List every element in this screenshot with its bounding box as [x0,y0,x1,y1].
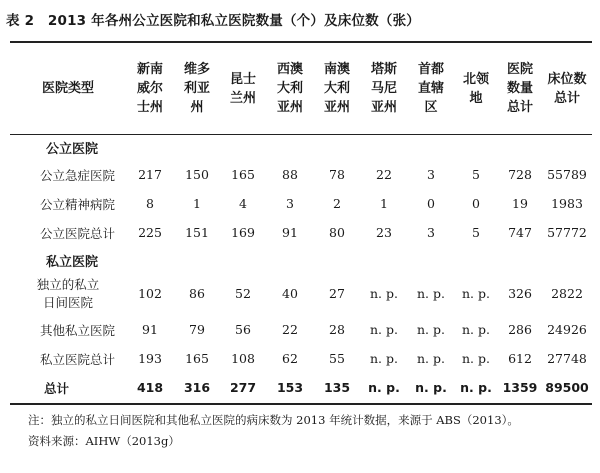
cell: 165 [231,167,255,182]
header-bed-total: 床位数 总计 [547,71,587,106]
cell: 3 [427,225,435,240]
cell: n. p. [462,286,490,301]
cell: 78 [329,167,345,182]
cell: 612 [508,351,532,366]
cell: 5 [472,225,480,240]
cell: n. p. [417,322,445,337]
cell: 3 [286,196,294,211]
cell: n. p. [415,380,447,395]
cell: n. p. [370,286,398,301]
cell: 24926 [547,322,587,337]
cell: 326 [508,286,532,301]
cell: 286 [508,322,532,337]
header-sa: 南澳 大利 亚州 [323,62,350,115]
data-source: 资料来源：AIHW（2013g） [28,434,180,448]
table-row [10,189,592,218]
header-wa: 西澳 大利 亚州 [276,62,303,115]
section-public [10,134,592,160]
cell: 28 [329,322,345,337]
cell: 27748 [547,351,587,366]
cell: 57772 [547,225,587,240]
cell: 79 [189,322,205,337]
cell: n. p. [368,380,400,395]
table-row [10,273,592,315]
grand-total-row [10,373,592,402]
cell: 728 [508,167,532,182]
cell: 1359 [502,380,538,395]
cell: 418 [136,380,164,395]
cell: n. p. [462,322,490,337]
cell: 151 [185,225,209,240]
cell: 55789 [547,167,587,182]
cell: 52 [235,286,251,301]
hospital-table [10,43,592,402]
cell: 80 [329,225,345,240]
cell: n. p. [370,351,398,366]
cell: 165 [185,351,209,366]
section-label: 公立医院 [46,141,99,157]
row-label: 总计 [44,380,70,396]
cell: 217 [138,167,162,182]
header-hospital-type: 医院类型 [41,81,94,96]
cell: 91 [142,322,158,337]
cell: 193 [138,351,162,366]
cell: 169 [231,225,255,240]
header-nsw: 新南 威尔 士州 [136,62,163,115]
row-label: 公立精神病院 [40,196,116,212]
row-label: 公立急症医院 [40,167,116,183]
cell: 150 [185,167,209,182]
cell: 62 [282,351,298,366]
cell: 88 [282,167,298,182]
section-label: 私立医院 [46,254,99,270]
cell: 0 [472,196,480,211]
cell: 22 [282,322,298,337]
cell: 27 [329,286,345,301]
section-private [10,247,592,273]
header-nt: 北领 地 [462,71,489,106]
cell: 225 [138,225,162,240]
cell: 0 [427,196,435,211]
table-row [10,315,592,344]
row-label: 独立的私立 日间医院 [36,277,100,310]
cell: 3 [427,167,435,182]
row-label: 其他私立医院 [40,322,116,338]
cell: 2 [333,196,341,211]
cell: 89500 [545,380,589,395]
cell: 1 [193,196,201,211]
header-act: 首都 直辖 区 [417,62,444,115]
row-label: 公立医院总计 [40,225,116,241]
bottom-rule [10,403,592,405]
cell: 55 [329,351,345,366]
header-row [10,43,592,134]
cell: 86 [189,286,205,301]
cell: 153 [276,380,304,395]
cell: 1983 [551,196,583,211]
cell: n. p. [417,286,445,301]
cell: n. p. [460,380,492,395]
table-caption: 表 2 2013 年各州公立医院和私立医院数量（个）及床位数（张） [6,13,420,29]
cell: 22 [376,167,392,182]
cell: 91 [282,225,298,240]
cell: n. p. [370,322,398,337]
cell: 747 [508,225,532,240]
table-row [10,218,592,247]
header-hospital-total: 医院 数量 总计 [506,62,533,115]
table-note: 注：独立的私立日间医院和其他私立医院的病床数为 2013 年统计数据，来源于 ABS（2013）。 [28,413,519,427]
row-label: 私立医院总计 [40,351,116,367]
cell: 1 [380,196,388,211]
cell: 277 [229,380,257,395]
cell: 40 [282,286,298,301]
cell: 316 [183,380,211,395]
cell: 5 [472,167,480,182]
cell: 8 [146,196,154,211]
cell: n. p. [462,351,490,366]
table-row [10,160,592,189]
cell: 135 [323,380,351,395]
cell: 19 [512,196,528,211]
header-qld: 昆士 兰州 [229,71,256,106]
table-row [10,344,592,373]
cell: 4 [239,196,247,211]
cell: 23 [376,225,392,240]
cell: n. p. [417,351,445,366]
cell: 2822 [551,286,583,301]
header-vic: 维多 利亚 州 [183,62,210,115]
header-tas: 塔斯 马尼 亚州 [370,62,397,115]
cell: 108 [231,351,255,366]
cell: 102 [138,286,162,301]
cell: 56 [235,322,251,337]
